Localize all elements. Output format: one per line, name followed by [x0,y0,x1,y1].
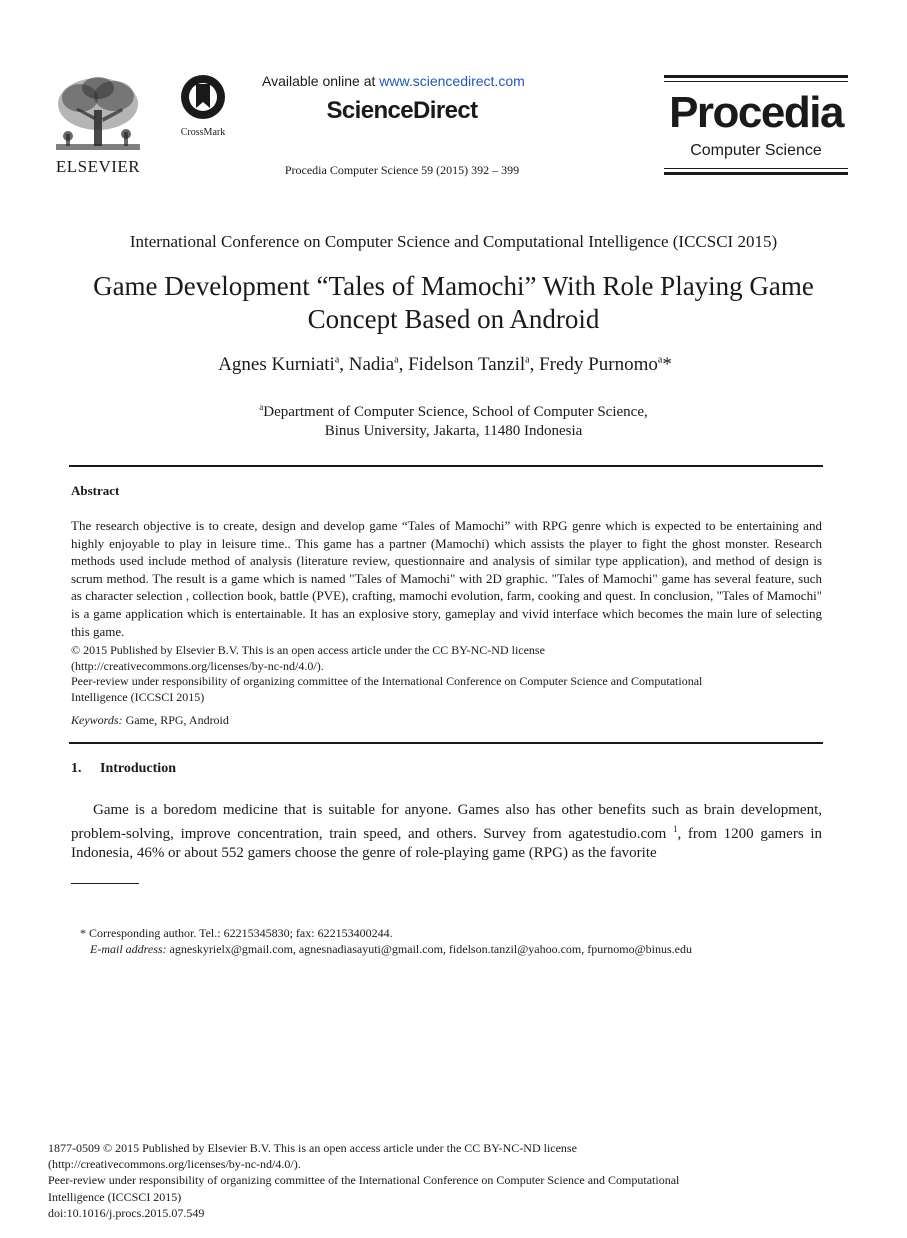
affiliation-line-1: Department of Computer Science, School of Computer Science, [263,404,648,420]
procedia-rule-bottom-thin [664,168,848,169]
license-notice [71,643,822,705]
corresponding-author-note: * Corresponding author. Tel.: 62215345830; fax: 622153400244. [80,926,393,940]
footnote-rule [71,883,139,884]
procedia-rule-top-thin [664,81,848,82]
paper-title [60,270,847,336]
available-online [262,73,525,89]
affiliation-mark: a [259,402,264,412]
footer-issn-license: 1877-0509 © 2015 Published by Elsevier B.V. This is an open access article under the CC BY-NC-ND license [48,1141,577,1155]
crossmark-badge[interactable] [170,74,236,138]
corresponding-author-mark: * [662,354,672,375]
author-affiliation-mark: a [657,354,663,366]
intro-text-part-2: , from 1200 gamers in Indonesia, 46% or about 552 gamers choose the genre of role-playing game (RPG) as the favorite [71,826,822,861]
author-separator: , [398,354,409,375]
abstract-heading: Abstract [71,483,120,498]
footer-doi[interactable]: doi:10.1016/j.procs.2015.07.549 [48,1205,205,1220]
crossmark-icon [180,74,226,120]
footer-peer-review-1: Peer-review under responsibility of organizing committee of the International Conference on Computer Science and Computational [48,1173,680,1188]
intro-text-part-1: Game is a boredom medicine that is suitable for anyone. Games also has other benefits such as brain development, problem-solving, improve concentration, train speed, and others. Survey from agatestudio.com [71,802,822,842]
author-separator: , [529,354,540,375]
email-label: E-mail address: [90,942,167,956]
author-affiliation-mark: a [334,354,340,366]
author-list [0,354,890,376]
peer-review-line-2: Intelligence (ICCSCI 2015) [71,689,205,704]
divider-bottom [69,742,823,744]
email-list: agneskyrielx@gmail.com, agnesnadiasayuti@gmail.com, fidelson.tanzil@yahoo.com, fpurnomo@binus.edu [166,942,692,956]
author-name: Agnes Kurniati [218,354,335,375]
section-heading-introduction [71,761,176,777]
copyright-line: © 2015 Published by Elsevier B.V. This is an open access article under the CC BY-NC-ND license [71,643,545,657]
elsevier-wordmark: ELSEVIER [55,157,141,176]
title-line-1: Game Development “Tales of Mamochi” With Role Playing Game [93,271,814,301]
footnote [80,925,692,957]
footer-license-url[interactable]: (http://creativecommons.org/licenses/by-nc-nd/4.0/). [48,1157,301,1172]
available-online-prefix: Available online at [262,73,376,89]
introduction-paragraph [71,801,822,863]
procedia-rule-top [664,75,848,78]
keywords-label: Keywords: [71,713,123,727]
page-footer [48,1140,808,1221]
section-title: Introduction [100,761,176,776]
procedia-logo [664,75,848,175]
author-separator: , [339,354,349,375]
section-number: 1. [71,761,82,776]
elsevier-logo [50,74,146,178]
procedia-rule-bottom [664,172,848,175]
elsevier-tree-icon [50,74,146,156]
journal-citation: Procedia Computer Science 59 (2015) 392 – 399 [284,163,520,177]
sciencedirect-link[interactable]: www.sciencedirect.com [379,73,525,89]
affiliation-line-2: Binus University, Jakarta, 11480 Indonesia [324,423,583,439]
abstract-body: The research objective is to create, design and develop game “Tales of Mamochi” with RPG genre which is expected to be entertaining and highly enjoyable to play in leisure time.. This game has a partner (Mamochi) which assists the player to fight the ghost monster. Research methods used include method of analysis (literature review, questionnaire and analysis of similar type application), and method of design is scrum method. The result is a game which is named "Tales of Mamochi" with 2D graphic. "Tales of Mamochi" game has several feature, such as character selection , collection book, battle (PVE), crafting, mamochi evolution, farm, cooking and quest. In conclusion, "Tales of Mamochi" is a game application which is entertainable. It has an explosive story, gameplay and vivid interface which becomes the main lure of selecting this game. [71,518,822,639]
title-line-2: Concept Based on Android [307,304,600,334]
footnote-reference[interactable]: 1 [672,824,678,834]
crossmark-label: CrossMark [180,127,226,138]
peer-review-line-1: Peer-review under responsibility of organizing committee of the International Conference on Computer Science and Computational [71,674,703,688]
conference-name: International Conference on Computer Science and Computational Intelligence (ICCSCI 2015) [129,232,778,251]
author-name: Fredy Purnomo [539,354,658,375]
author-affiliation-mark: a [394,354,399,366]
footer-peer-review-2: Intelligence (ICCSCI 2015) [48,1189,182,1204]
procedia-wordmark: Procedia [669,88,843,137]
license-url[interactable]: (http://creativecommons.org/licenses/by-nc-nd/4.0/). [71,658,324,673]
procedia-subtitle: Computer Science [690,142,822,159]
author-affiliation-mark: a [525,354,530,366]
affiliation [0,398,907,441]
keywords-list: Game, RPG, Android [122,713,229,727]
author-name: Fidelson Tanzil [408,354,526,375]
keywords [71,713,229,728]
author-name: Nadia [348,354,395,375]
sciencedirect-brand: ScienceDirect [326,97,478,124]
divider-top [69,465,823,467]
